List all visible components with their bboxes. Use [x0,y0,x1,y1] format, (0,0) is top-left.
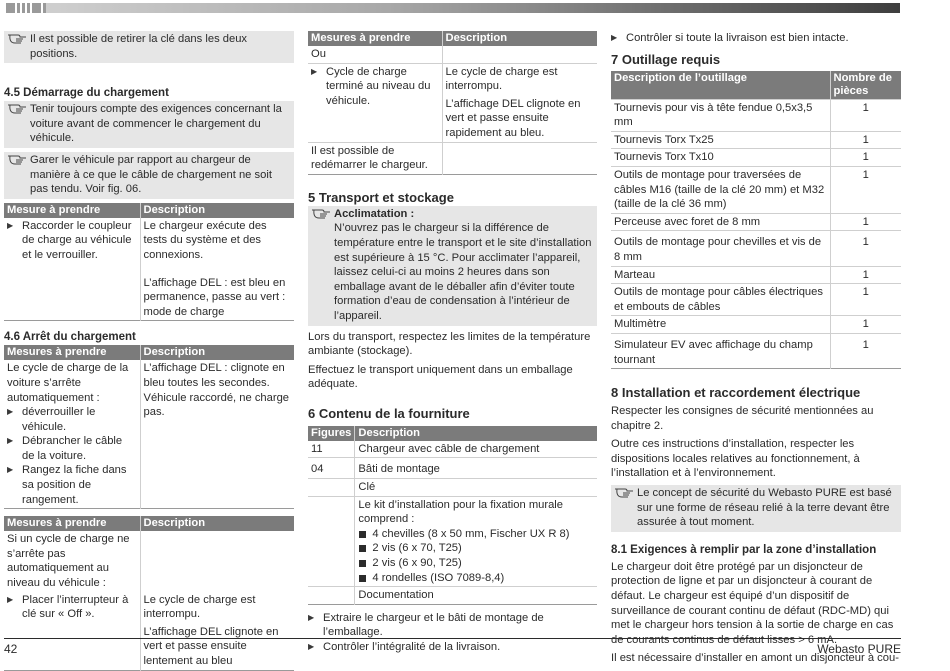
note-text: N’ouvrez pas le chargeur si la différence de température entre le transport et le site d’installation est supérieure à 15 °C. Pour acclimater l’appareil, laissez celui-ci au moins 2 heures dans son emballage avant de le déballer afin d’éviter toute formation d’eau de condensation à l’intérieur de l’appareil. [334,222,592,322]
table-cell: Le cycle de charge est interrompu. [143,593,256,621]
header-gradient [46,3,900,13]
list-item: 2 vis (6 x 90, T25) [358,556,594,571]
paragraph: Lors du transport, respectez les limites de la température ambiante (stockage). [308,330,591,358]
brand-name: Webasto PURE [817,642,901,656]
table-manual-stop [4,516,294,670]
paragraph: Outre ces instructions d’installation, respecter les dispositions locales relatives au fonctionnement, à l’installation et à l’environnement. [611,438,860,480]
note [4,101,294,148]
table-cell: Ou [311,48,326,60]
table-cell: 1 [830,99,901,131]
table-cell: 1 [830,316,901,334]
table-header: Description [355,426,597,441]
pointing-hand-icon [7,102,27,114]
note-key [4,31,294,63]
table-cell: Tournevis Torx Tx25 [611,131,830,149]
table-cell: 1 [830,213,901,231]
section-title: 5 Transport et stockage [308,189,454,205]
note-acclimatation [308,206,597,326]
list-item: ▶ Extraire le chargeur et le bâti de montage de l’emballage. [308,611,597,640]
table-cell: 1 [830,149,901,167]
paragraph: Le chargeur doit être protégé par un disjoncteur de protection de ligne et par un disjoncteur à courant de défaut. Le chargeur est équipé d’un dispositif de surveillance de courant continu de défaut (RDC-MD) qui met le chargeur hors tension à la sortie de charge en cas de courants continus de défaut lisses > 6 mA. [611,560,894,646]
note-text: Tenir toujours compte des exigences concernant la voiture avant de commencer le chargement du véhicule. [30,103,282,145]
table-delivery-contents [308,426,597,605]
table-cell: Perceuse avec foret de 8 mm [611,213,830,231]
column-right [611,31,901,670]
list-item: 4 chevilles (8 x 50 mm, Fischer UX R 8) [358,527,594,542]
table-header: Nombre de pièces [830,71,901,100]
table-cell: Il est possible de redémarrer le chargeur. [308,142,442,174]
section-title: 6 Contenu de la fourniture [308,405,470,421]
list-item: ▶ Cycle de charge terminé au niveau du véhicule. [311,65,439,109]
table-cell: 11 [311,442,323,455]
table-header: Description [140,203,294,218]
list-item: ▶ Contrôler l’intégralité de la livraison. [308,640,597,655]
table-cell: Simulateur EV avec affichage du champ tournant [611,333,830,368]
table-cell: 04 [308,458,355,479]
paragraph: Respecter les consignes de sécurité mentionnées au chapitre 2. [611,405,874,432]
table-cell: Outils de montage pour câbles électriques et embouts de câbles [611,284,830,316]
section-title: 4.6 Arrêt du chargement [4,331,136,344]
table-header: Mesures à prendre [308,31,442,46]
table-header: Description [442,31,597,46]
list-item: ▶ déverrouiller le véhicule. [7,405,137,434]
section-title: 4.5 Démarrage du chargement [4,87,169,100]
header-bar [0,3,950,13]
table-cell: Chargeur avec câble de chargement [355,441,597,458]
table-cell: Si un cycle de charge ne s’arrête pas automatiquement au niveau du véhicule : [7,533,130,590]
list-item: ▶ Raccorder le coupleur de charge au véhicule et le verrouiller. [7,219,137,263]
list-item: ▶ Placer l’interrupteur à clé sur « Off ». [7,593,137,622]
table-header: Description de l’outillage [611,71,830,100]
note-text: Le concept de sécurité du Webasto PURE est basé sur une forme de réseau relié à la terre devant être assurée à tout moment. [637,487,892,529]
note [4,152,294,199]
table-cell: Multimètre [611,316,830,334]
note-safety [611,485,901,532]
list-item: 2 vis (6 x 70, T25) [358,541,594,556]
section-title: 8 Installation et raccordement électrique [611,385,861,401]
list-item: ▶ Rangez la fiche dans sa position de rangement. [7,463,137,507]
table-cell: L’affichage DEL : clignote en bleu toutes les secondes. Véhicule raccordé, ne charge pas. [143,362,290,419]
paragraph: Il est nécessaire d’installer en amont un disjoncteur à cou- [611,652,899,665]
table-stop-charge-cont [308,31,597,175]
pointing-hand-icon [614,486,634,498]
table-cell: Outils de montage pour traversées de câbles M16 (taille de la clé 20 mm) et M32 (taille de la clé 36 mm) [611,166,830,213]
table-header: Mesure à prendre [4,203,140,218]
table-cell: Le cycle de charge est interrompu. [445,65,558,93]
list-item: ▶ Débrancher le câble de la voiture. [7,434,137,463]
table-header: Figures [308,426,355,441]
table-header: Description [140,345,294,360]
table-cell: 1 [830,231,901,266]
table-cell: Tournevis pour vis à tête fendue 0,5x3,5 mm [611,99,830,131]
table-cell: Le chargeur exécute des tests du système et des connexions. [143,219,267,261]
table-cell: Documentation [355,587,597,605]
table-cell: L’affichage DEL : est bleu en permanence, passe au vert : mode de charge [143,276,286,318]
section-title: 8.1 Exigences à remplir par la zone d’installation [611,543,877,556]
table-header: Mesures à prendre [4,516,140,531]
table-cell: L’affichage DEL clignote en vert et passe ensuite lentement au bleu [143,625,279,667]
table-cell: L’affichage DEL clignote en vert et passe ensuite rapidement au bleu. [445,97,581,139]
pointing-hand-icon [7,32,27,44]
table-stop-charge [4,345,294,509]
table-start-charge [4,203,294,322]
paragraph: Effectuez le transport uniquement dans un emballage adéquate. [308,363,573,391]
note-text: Garer le véhicule par rapport au chargeur de manière à ce que le câble de chargement ne soit pas tendu. Voir fig. 06. [30,153,272,196]
table-cell: 1 [830,333,901,368]
table-cell: Bâti de montage [355,458,597,479]
table-cell: 1 [830,131,901,149]
table-cell: 1 [830,166,901,213]
note-text: Il est possible de retirer la clé dans les deux positions. [30,33,248,60]
note-title: Acclimatation : [334,207,415,220]
page-number: 42 [4,642,18,656]
column-left [4,31,294,671]
table-cell: Le cycle de charge de la voiture s’arrête automatiquement : [7,362,129,404]
table-header: Description [140,516,294,531]
pointing-hand-icon [311,207,331,219]
table-tools [611,71,901,370]
pointing-hand-icon [7,153,27,165]
list-item: 4 rondelles (ISO 7089-8,4) [358,571,594,586]
table-cell: Marteau [611,266,830,284]
list-item: ▶ Contrôler si toute la livraison est bien intacte. [611,31,901,46]
table-cell: Clé [355,479,597,497]
table-header: Mesures à prendre [4,345,140,360]
table-cell: Le kit d’installation pour la fixation murale comprend : [358,498,564,526]
table-cell: Outils de montage pour chevilles et vis de 8 mm [611,231,830,266]
table-cell: 1 [830,266,901,284]
table-cell: 1 [830,284,901,316]
column-middle [308,31,597,655]
table-cell: Tournevis Torx Tx10 [611,149,830,167]
section-title: 7 Outillage requis [611,51,721,67]
